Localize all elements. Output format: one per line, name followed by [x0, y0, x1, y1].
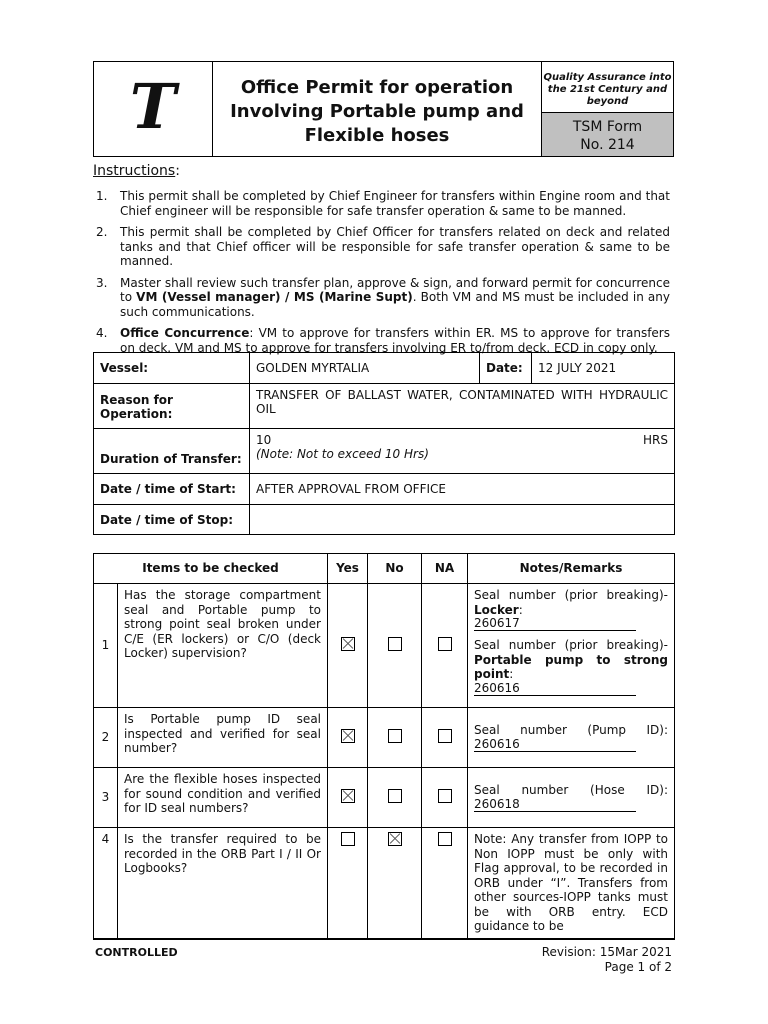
reason-label: Reason for Operation: [94, 384, 250, 429]
start-label: Date / time of Start: [94, 474, 250, 505]
col-notes-header: Notes/Remarks [468, 554, 675, 584]
seal-number-pump-id: 260616 [474, 738, 636, 752]
checklist-wrapper [93, 553, 676, 933]
logo-cell [94, 62, 213, 156]
start-value: AFTER APPROVAL FROM OFFICE [250, 474, 675, 505]
table-row [94, 828, 675, 939]
vessel-label: Vessel: [94, 353, 250, 384]
row-item-text: Is the transfer required to be recorded in the ORB Part I / II Or Logbooks? [118, 828, 328, 939]
row-notes [468, 584, 675, 708]
na-checkbox[interactable] [438, 637, 452, 651]
page-title: Office Permit for operation Involving Portable pump and Flexible hoses [230, 77, 524, 146]
yes-checkbox[interactable] [341, 729, 355, 743]
col-items-header: Items to be checked [94, 554, 328, 584]
duration-note: (Note: Not to exceed 10 Hrs) [256, 447, 429, 461]
seal-number-pump: 260616 [474, 682, 636, 696]
company-logo: T [129, 70, 177, 143]
stop-label: Date / time of Stop: [94, 505, 250, 535]
row-item-text: Is Portable pump ID seal inspected and verified for seal number? [118, 708, 328, 768]
yes-checkbox[interactable] [341, 832, 355, 846]
table-row [94, 708, 675, 768]
seal-number-locker: 260617 [474, 617, 636, 631]
duration-unit: HRS [643, 433, 668, 447]
note-seal-pump-strong-point: Seal number (prior breaking)- Portable pump to strong point: 260616 [474, 638, 668, 695]
details-table [93, 352, 675, 535]
qa-slogan: Quality Assurance into the 21st Century and beyond [541, 62, 673, 112]
col-no-header: No [368, 554, 422, 584]
col-yes-header: Yes [328, 554, 368, 584]
no-checkbox[interactable] [388, 729, 402, 743]
stop-value [250, 505, 675, 535]
row-number: 4 [94, 828, 118, 939]
no-checkbox[interactable] [388, 832, 402, 846]
no-checkbox[interactable] [388, 789, 402, 803]
instruction-item: 4. Office Concurrence: VM to approve for transfers within ER. MS to approve for transfers on deck. VM and MS to approve for transfers involving ER to/from deck. ECD in copy only. [96, 326, 670, 355]
row-number: 2 [94, 708, 118, 768]
na-checkbox[interactable] [438, 789, 452, 803]
form-number: TSM Form No. 214 [541, 112, 673, 156]
duration-value-cell [250, 429, 675, 474]
vessel-value: GOLDEN MYRTALIA [250, 353, 480, 384]
footer-controlled: CONTROLLED [95, 946, 178, 959]
row-notes: Note: Any transfer from IOPP to Non IOPP must be only with Flag approval, to be recorded in ORB under “I”. Transfers from other sources-IOPP tanks must be with ORB entry. ECD guidance to be [468, 828, 675, 939]
col-na-header: NA [422, 554, 468, 584]
table-row [94, 768, 675, 828]
row-notes: Seal number (Pump ID): 260616 [468, 708, 675, 768]
yes-checkbox[interactable] [341, 637, 355, 651]
yes-checkbox[interactable] [341, 789, 355, 803]
date-label: Date: [480, 353, 532, 384]
instruction-item: 1. This permit shall be completed by Chief Engineer for transfers within Engine room and that Chief engineer will be responsible for safe transfer operation & same to be manned. [96, 189, 670, 218]
footer-rule [93, 938, 675, 940]
instruction-item: 3. Master shall review such transfer plan, approve & sign, and forward permit for concurrence to VM (Vessel manager) / MS (Marine Supt). Both VM and MS must be included in any such communications. [96, 275, 670, 319]
row-item-text: Has the storage compartment seal and Portable pump to strong point seal broken under C/E (ER lockers) or C/O (deck Locker) supervision? [118, 584, 328, 708]
instruction-item: 2. This permit shall be completed by Chief Officer for transfers related on deck and related tanks and that Chief officer will be responsible for safe transfer operation & same to be manned. [96, 225, 670, 268]
date-value: 12 JULY 2021 [532, 353, 675, 384]
duration-label: Duration of Transfer: [94, 429, 250, 474]
duration-value: 10 [256, 433, 272, 447]
na-checkbox[interactable] [438, 832, 452, 846]
header-box [93, 61, 674, 157]
no-checkbox[interactable] [388, 637, 402, 651]
instructions-heading: Instructions: [93, 163, 180, 179]
table-row [94, 584, 675, 708]
footer-page-number: Page 1 of 2 [604, 960, 672, 974]
row-number: 1 [94, 584, 118, 708]
row-item-text: Are the flexible hoses inspected for sound condition and verified for ID seal numbers? [118, 768, 328, 828]
instructions-list [96, 189, 670, 355]
reason-value: TRANSFER OF BALLAST WATER, CONTAMINATED WITH HYDRAULIC OIL [250, 384, 675, 429]
seal-number-hose-id: 260618 [474, 798, 636, 812]
row-number: 3 [94, 768, 118, 828]
footer-revision: Revision: 15Mar 2021 [541, 945, 672, 959]
row-notes: Seal number (Hose ID): 260618 [468, 768, 675, 828]
checklist-table [93, 553, 675, 939]
na-checkbox[interactable] [438, 729, 452, 743]
note-seal-locker: Seal number (prior breaking)- Locker: 260617 [474, 588, 668, 630]
